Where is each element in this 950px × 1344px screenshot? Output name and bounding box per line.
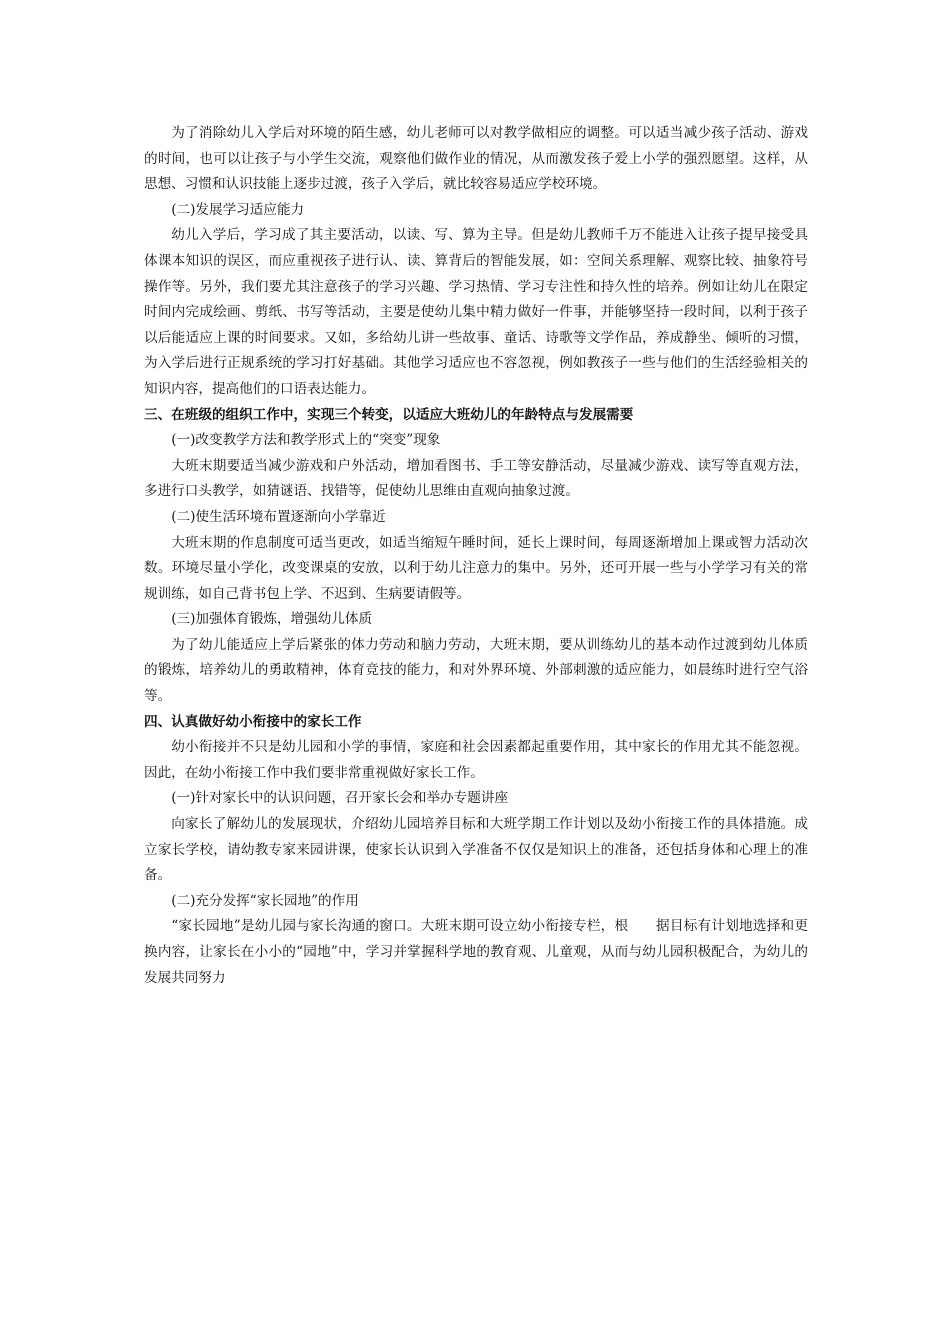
document-body <box>144 121 808 991</box>
paragraph-physical-exercise: 为了幼儿能适应上学后紧张的体力劳动和脑力劳动，大班末期，要从训练幼儿的基本动作过渡到幼儿体质的锻炼，培养幼儿的勇敢精神，体育竞技的能力，和对外界环境、外部刺激的适应能力，如晨练时进行空气浴等。 <box>144 636 808 705</box>
section-heading-three-transitions: 三、在班级的组织工作中，实现三个转变，以适应大班幼儿的年龄特点与发展需要 <box>144 406 634 423</box>
subheading-environment: (二)使生活环境布置逐渐向小学靠近 <box>171 508 386 525</box>
subheading-parent-garden: (二)充分发挥“家长园地”的作用 <box>171 892 359 909</box>
paragraph-eliminate-strangeness: 为了消除幼儿入学后对环境的陌生感，幼儿老师可以对教学做相应的调整。可以适当减少孩子活动、游戏的时间，也可以让孩子与小学生交流，观察他们做作业的情况，从而激发孩子爱上小学的强烈愿望。这样，从思想、习惯和认识技能上逐步过渡，孩子入学后，就比较容易适应学校环境。 <box>144 125 808 193</box>
paragraph-teaching-methods: 大班末期要适当减少游戏和户外活动，增加看图书、手工等安静活动，尽量减少游戏、读写等直观方法，多进行口头教学，如猜谜语、找错等，促使幼儿思维由直观向抽象过渡。 <box>144 457 808 500</box>
paragraph-parent-garden: “家长园地”是幼儿园与家长沟通的窗口。大班末期可设立幼小衔接专栏，根 据目标有计划地选择和更换内容，让家长在小小的“园地”中，学习并掌握科学地的教育观、儿童观，从而与幼儿园积极配合，为幼儿的发展共同努力 <box>144 918 808 986</box>
paragraph-learning-adaptation: 幼儿入学后，学习成了其主要活动，以读、写、算为主导。但是幼儿教师千万不能进入让孩子提早接受具体课本知识的误区，而应重视孩子进行认、读、算背后的智能发展，如：空间关系理解、观察比较、抽象符号操作等。另外，我们要尤其注意孩子的学习兴趣、学习热情、学习专注性和持久性的培养。例如让幼儿在限定时间内完成绘画、剪纸、书写等活动，主要是使幼儿集中精力做好一件事，并能够坚持一段时间，以利于孩子以后能适应上课的时间要求。又如，多给幼儿讲一些故事、童话、诗歌等文学作品，养成静坐、倾听的习惯，为入学后进行正规系统的学习打好基础。其他学习适应也不容忽视，例如教孩子一些与他们的生活经验相关的知识内容，提高他们的口语表达能力。 <box>144 227 808 397</box>
section-heading-parent-work: 四、认真做好幼小衔接中的家长工作 <box>144 713 362 730</box>
subheading-teaching-methods: (一)改变教学方法和教学形式上的“突变”现象 <box>171 432 441 449</box>
paragraph-environment: 大班末期的作息制度可适当更改，如适当缩短午睡时间，延长上课时间，每周逐渐增加上课或智力活动次数。环境尽量小学化，改变课桌的安放，以利于幼儿注意力的集中。另外，还可开展一些与小学学习有关的常规训练，如自己背书包上学、不迟到、生病要请假等。 <box>144 534 808 602</box>
subheading-physical-exercise: (三)加强体育锻炼，增强幼儿体质 <box>171 611 373 628</box>
paragraph-parent-work: 幼小衔接并不只是幼儿园和小学的事情，家庭和社会因素都起重要作用，其中家长的作用尤其不能忽视。因此，在幼小衔接工作中我们要非常重视做好家长工作。 <box>144 739 808 781</box>
paragraph-parent-meetings: 向家长了解幼儿的发展现状，介绍幼儿园培养目标和大班学期工作计划以及幼小衔接工作的具体措施。成立家长学校，请幼教专家来园讲课，使家长认识到入学准备不仅仅是知识上的准备，还包括身体和心理上的准备。 <box>144 816 808 884</box>
subheading-parent-meetings: (一)针对家长中的认识问题，召开家长会和举办专题讲座 <box>171 790 509 807</box>
subheading-learning-adaptation: (二)发展学习适应能力 <box>171 201 305 218</box>
